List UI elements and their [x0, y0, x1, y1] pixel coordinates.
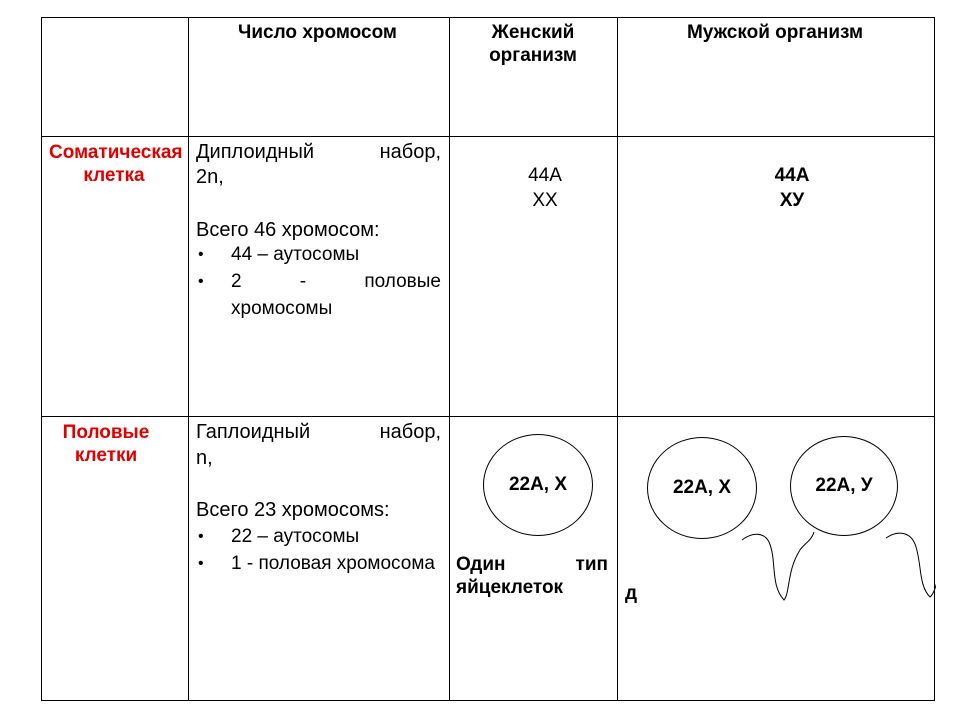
- male-somatic-line1: 44А: [774, 165, 810, 186]
- sperm-y-label: 22А, У: [815, 475, 873, 496]
- sperm-x-label: 22А, Х: [672, 477, 732, 498]
- header-male-organism: Мужской организм: [686, 22, 864, 43]
- header-chromosome-number: Число хромосом: [238, 22, 397, 43]
- male-gamete-caption: д: [625, 583, 638, 604]
- row-label-somatic-cell: Соматическая клетка: [49, 142, 183, 186]
- male-somatic-line2: ХУ: [779, 190, 805, 211]
- female-somatic-line1: 44А: [528, 165, 562, 186]
- somatic-bullet-2: 2 - половые хромосомы: [231, 271, 441, 319]
- somatic-set-line2: 2n,: [196, 166, 224, 188]
- header-female-organism: Женский организм: [489, 22, 577, 66]
- mask: [936, 416, 960, 592]
- somatic-total: Всего 46 хромосом:: [196, 219, 380, 241]
- egg-cell-label: 22А, Х: [508, 474, 568, 495]
- somatic-set-line1: Диплоидный набор,: [196, 141, 441, 163]
- sex-set-line2: n,: [196, 447, 213, 469]
- sex-bullet-1: 22 – аутосомы: [231, 526, 360, 547]
- female-somatic-line2: ХХ: [532, 190, 558, 211]
- sex-bullet-2: 1 - половая хромосома: [231, 553, 435, 574]
- somatic-bullet-1: 44 – аутосомы: [231, 244, 360, 265]
- row-label-sex-cells: Половые клетки: [62, 422, 150, 466]
- sex-total: Всего 23 хромосомs:: [196, 499, 390, 521]
- sex-set-line1: Гаплоидный набор,: [196, 421, 441, 443]
- female-gamete-caption: Один тип яйцеклеток: [456, 554, 608, 598]
